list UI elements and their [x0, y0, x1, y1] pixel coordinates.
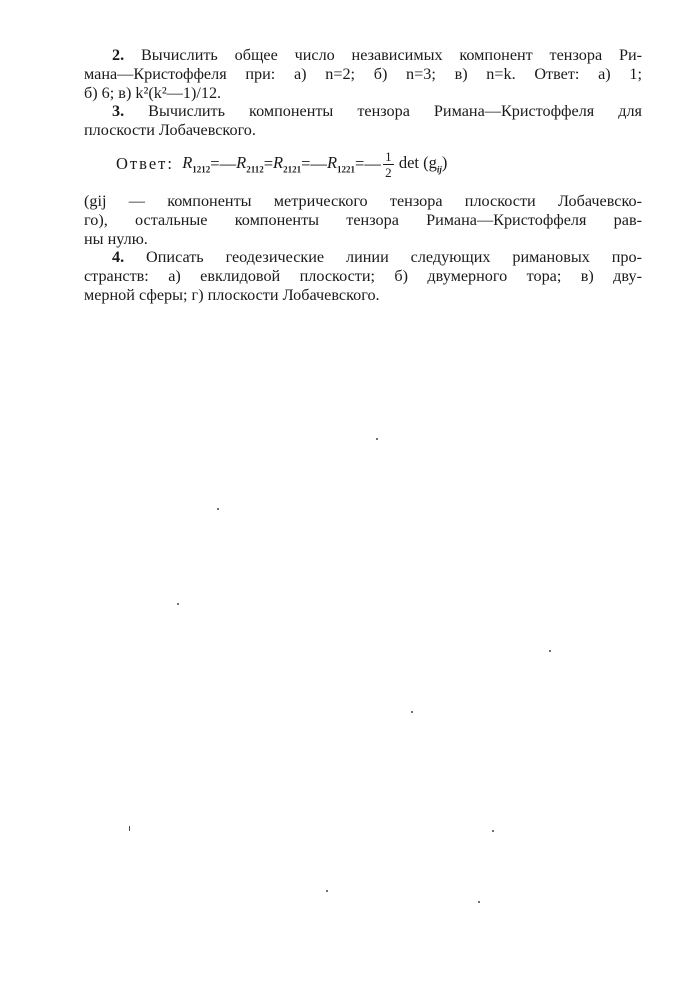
fraction-numerator: 1 [385, 148, 392, 164]
problem-2-text-1: Вычислить общее число независимых компонент тензора Ри- [140, 46, 642, 64]
scan-speck [376, 438, 378, 440]
problem-4-line-3: мерной сферы; г) плоскости Лобачевского. [84, 286, 380, 304]
scan-speck [217, 508, 219, 510]
scan-speck [492, 830, 494, 832]
scan-speck [129, 826, 130, 831]
problem-4-text-1: Описать геодезические линии следующих римановых про- [146, 248, 643, 266]
tensor-r1212 [182, 153, 210, 174]
fraction-one-half [383, 149, 394, 180]
tensor-r2121 [273, 153, 301, 174]
det-close: ) [441, 153, 448, 173]
r3-index: 2121 [283, 164, 302, 175]
problem-4-line-2: странств: а) евклидовой плоскости; б) двумерного тора; в) дву- [84, 267, 642, 285]
det-text: det (g [398, 153, 437, 173]
r1-symbol: R [182, 153, 193, 173]
scan-speck [549, 650, 551, 652]
det-index: ij [436, 164, 442, 175]
determinant [399, 153, 448, 174]
r1-index: 1212 [192, 164, 211, 175]
equals-minus-1: =— [210, 154, 237, 173]
problem-2-number: 2. [112, 46, 125, 64]
problem-4-line-1 [84, 248, 642, 267]
equals-minus-4: =— [355, 154, 381, 173]
problem-3-number: 3. [112, 102, 125, 120]
r4-index: 1221 [337, 164, 356, 175]
answer-formula [116, 144, 447, 184]
problem-3-line-2: плоскости Лобачевского. [84, 121, 256, 139]
r2-index: 2112 [246, 164, 264, 175]
tensor-r1221 [327, 153, 355, 174]
equals-2: = [263, 154, 274, 173]
problem-2-line-3: б) 6; в) k²(k²—1)/12. [84, 84, 222, 102]
scan-speck [177, 603, 179, 605]
r3-symbol: R [273, 153, 284, 173]
problem-4-number: 4. [112, 248, 125, 266]
problem-3-line-1 [84, 102, 642, 121]
explanation-line-1: (gij — компоненты метрического тензора плоскости Лобачевско- [84, 192, 642, 210]
problem-2-line-1 [84, 46, 642, 65]
scan-speck [326, 890, 328, 892]
problem-3-text-1: Вычислить компоненты тензора Римана—Кристоффеля для [148, 102, 642, 120]
explanation-line-3: ны нулю. [84, 230, 148, 248]
fraction-denominator: 2 [385, 164, 392, 180]
r2-symbol: R [236, 153, 247, 173]
tensor-r2112 [236, 153, 264, 174]
explanation-line-2: го), остальные компоненты тензора Римана—Кристоффеля рав- [84, 211, 642, 229]
r4-symbol: R [326, 153, 338, 173]
problem-2-line-2: мана—Кристоффеля при: а) n=2; б) n=3; в) n=k. Ответ: а) 1; [84, 65, 642, 83]
equals-minus-3: =— [301, 154, 327, 173]
answer-label: Ответ: [116, 154, 174, 173]
scan-speck [411, 711, 413, 713]
scan-speck [478, 901, 480, 903]
